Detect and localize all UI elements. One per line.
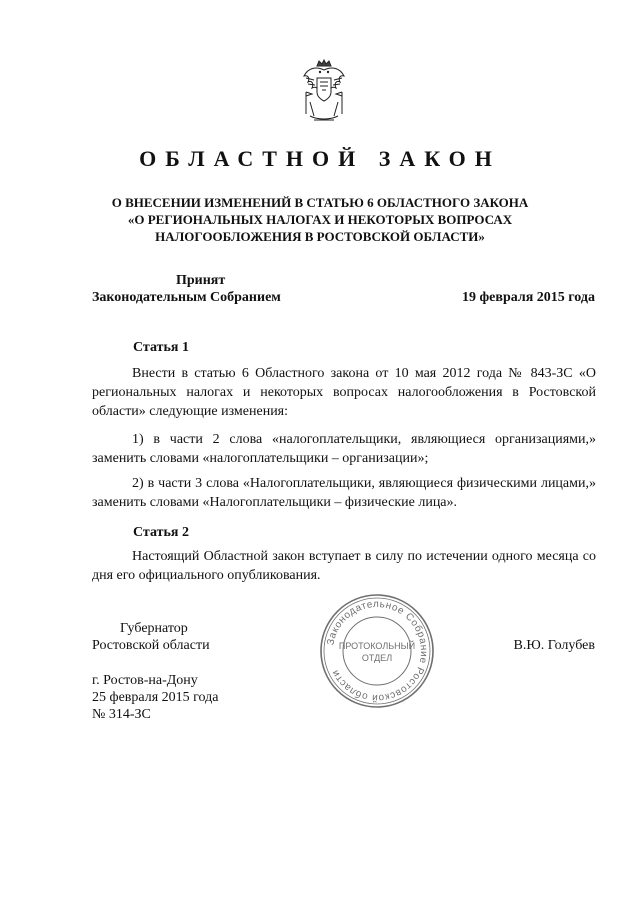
law-subtitle — [110, 194, 530, 245]
article-1-heading: Статья 1 — [133, 340, 189, 355]
signatory-position-line-1: Губернатор — [120, 621, 188, 636]
signing-city: г. Ростов-на-Дону — [92, 673, 198, 688]
article-1-item-2: 2) в части 3 слова «Налогоплательщики, являющиеся физическими лицами,» заменить словами «Налогоплательщики – физические лица». — [92, 476, 596, 510]
subtitle-line-1: О ВНЕСЕНИИ ИЗМЕНЕНИЙ В СТАТЬЮ 6 ОБЛАСТНОГО ЗАКОНА — [111, 195, 529, 210]
adoption-date: 19 февраля 2015 года — [462, 290, 595, 305]
adoption-body: Законодательным Собранием — [92, 290, 281, 305]
signatory-name: В.Ю. Голубев — [513, 638, 595, 653]
coat-of-arms-icon — [300, 58, 348, 124]
article-2-heading: Статья 2 — [133, 525, 189, 540]
stamp-center-line-1: ПРОТОКОЛЬНЫЙ — [338, 641, 416, 651]
stamp-center-line-2: ОТДЕЛ — [361, 653, 393, 663]
adoption-label: Принят — [176, 273, 226, 288]
signatory-position-line-2: Ростовской области — [92, 638, 210, 653]
subtitle-line-2: «О РЕГИОНАЛЬНЫХ НАЛОГАХ И НЕКОТОРЫХ ВОПРОСАХ — [127, 212, 513, 227]
article-1-intro: Внести в статью 6 Областного закона от 10 мая 2012 года № 843-ЗС «О региональных налогах и некоторых вопросах налогообложения в Ростовской области» следующие изменения: — [92, 366, 596, 419]
signing-date: 25 февраля 2015 года — [92, 690, 219, 705]
subtitle-line-3: НАЛОГООБЛОЖЕНИЯ В РОСТОВСКОЙ ОБЛАСТИ» — [155, 229, 485, 244]
stamp-ring-text: Законодательное Собрание Ростовской области — [325, 598, 430, 704]
article-1-item-1: 1) в части 2 слова «налогоплательщики, являющиеся организациями,» заменить словами «налогоплательщики – организации»; — [92, 432, 596, 466]
official-stamp — [318, 592, 436, 710]
document-type-title: ОБЛАСТНОЙ ЗАКОН — [139, 146, 501, 171]
law-number: № 314-ЗС — [92, 707, 151, 722]
article-2-text: Настоящий Областной закон вступает в силу по истечении одного месяца со дня его официального опубликования. — [92, 549, 596, 583]
